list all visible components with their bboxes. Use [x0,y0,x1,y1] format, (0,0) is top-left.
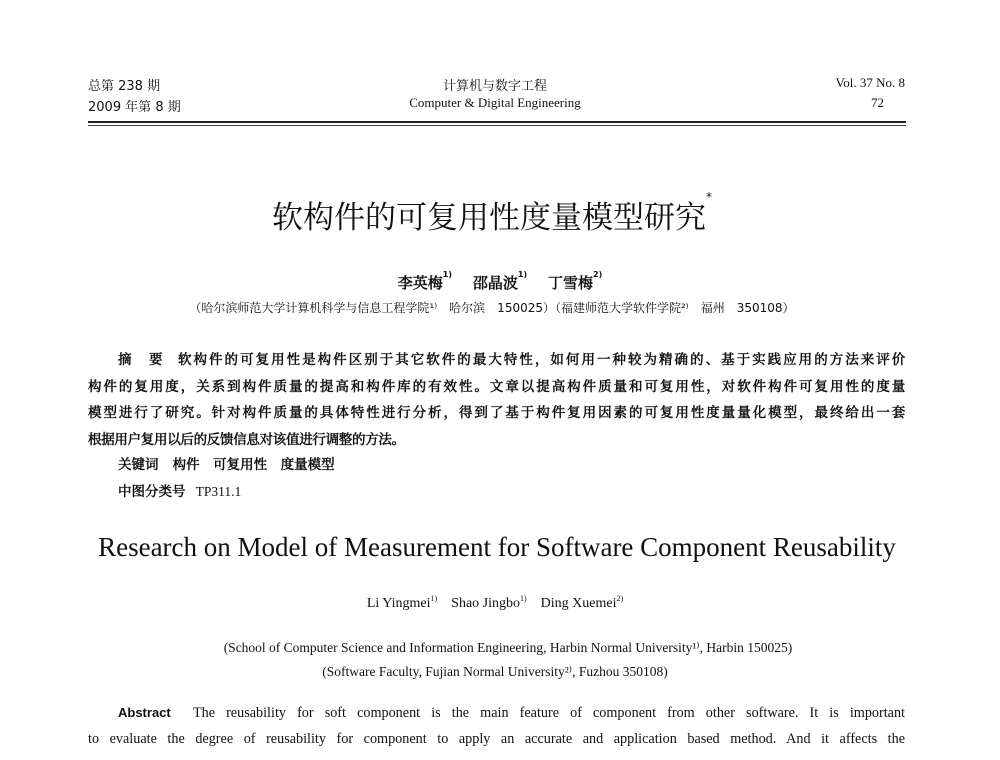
issue-total: 总第 238 期 [88,79,161,94]
header-rule [88,121,906,123]
abstract-cn-line: 摘 要 软构件的可复用性是构件区别于其它软件的最大特性，如何用一种较为精确的、基于实践应用的方法来评价 [88,348,905,368]
abstract-cn-line: 构件的复用度，关系到构件质量的提高和构件库的有效性。文章以提高构件质量和可复用性，对软件构件可复用性的度量 [88,379,905,395]
abstract-en-line: to evaluate the degree of reusability for component to apply an accurate and application based method. And it affects the [88,731,905,747]
author: Ding Xuemei [540,596,617,611]
classification [118,480,241,500]
author: Shao Jingbo [451,596,520,611]
authors-cn: 李英梅$^{1)}$ 邵晶波$^{1)}$ 丁雪梅$^{2)}$ [397,270,603,292]
affiliation-cn: （哈尔滨师范大学计算机科学与信息工程学院¹⁾ 哈尔滨 150025）（福建师范大学软件学院²⁾ 福州 350108） [189,301,795,315]
author: Li Yingmei [366,596,431,611]
abstract-label-en: Abstract [118,705,171,720]
author: 丁雪梅 [548,274,594,292]
abstract-en-line: Abstract The reusability for soft component is the main feature of component from other software. It is important [88,705,905,722]
abstract-label-cn: 摘 要 [118,352,165,368]
authors-en: Li Yingmei$^{1)}$ Shao Jingbo$^{1)}$ Ding Xuemei$^{2)}$ [366,594,624,611]
volume-number: Vol. 37 No. 8 [835,75,905,90]
paper-title-en: Research on Model of Measurement for Software Component Reusability [98,532,896,562]
journal-title-en: Computer & Digital Engineering [409,95,581,110]
keywords-value: 构件 可复用性 度量模型 [172,457,335,473]
paper-title-cn: 软构件的可复用性度量模型研究* [272,190,712,236]
issue-year: 2009 年第 8 期 [88,100,181,115]
header-rule-thin [88,125,906,126]
keywords-cn [118,453,335,473]
class-label: 中图分类号 [118,484,186,500]
journal-title-cn: 计算机与数字工程 [442,79,547,94]
abstract-cn-line: 根据用户复用以后的反馈信息对该值进行调整的方法。 [88,432,405,448]
keywords-label: 关键词 [118,457,159,473]
affiliation-en-1: (School of Computer Science and Information Engineering, Harbin Normal University¹⁾, Harbin 150025) [223,640,793,655]
author: 邵晶波 [472,274,518,292]
affiliation-en-2: (Software Faculty, Fujian Normal University²⁾, Fuzhou 350108) [322,664,668,679]
class-number: TP311.1 [195,484,242,499]
abstract-cn-line: 模型进行了研究。针对构件质量的具体特性进行分析，得到了基于构件复用因素的可复用性度量量化模型，最终给出一套 [88,405,905,421]
page-number: 72 [871,95,884,110]
author: 李英梅 [397,274,443,292]
